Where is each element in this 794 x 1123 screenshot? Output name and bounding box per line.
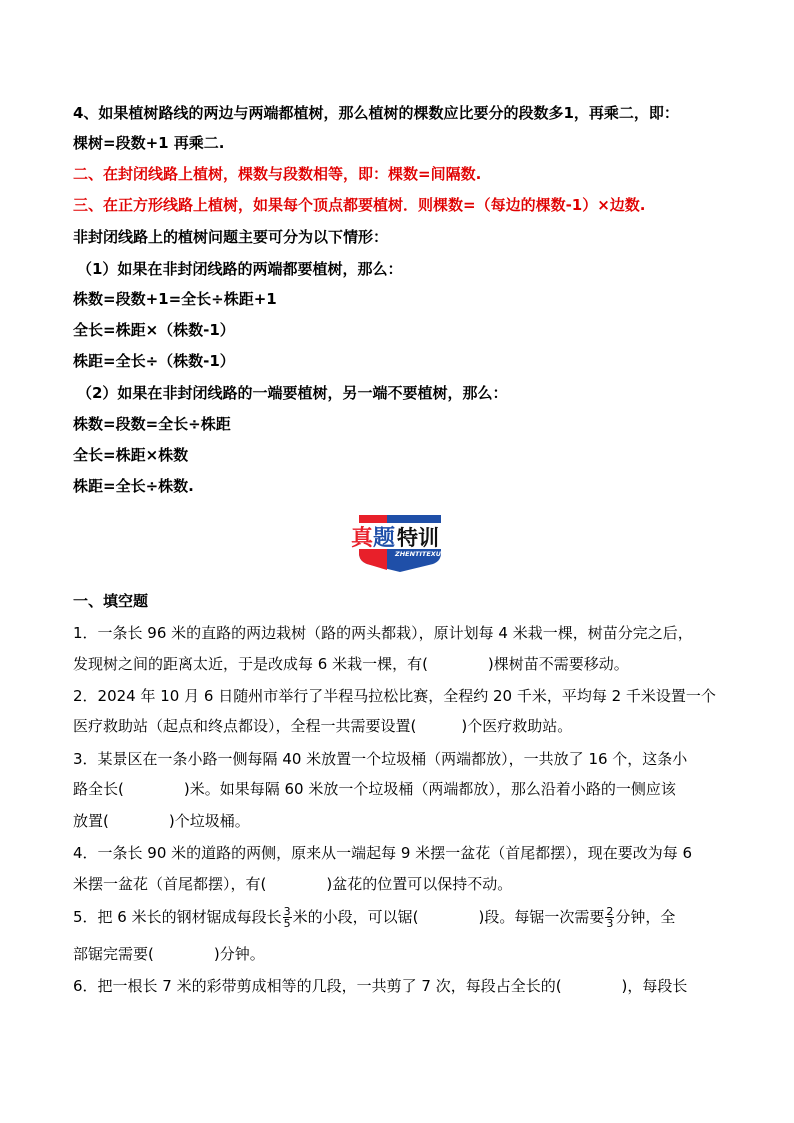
section-title: 一、填空题 xyxy=(73,592,149,610)
intro-line: 非封闭线路上的植树问题主要可分为以下情形： xyxy=(73,228,389,246)
question-6-line-1: 6．把一根长 7 米的彩带剪成相等的几段，一共剪了 7 次，每段占全长的( )，每段长 xyxy=(73,977,688,995)
zhenti-texun-logo xyxy=(345,509,451,573)
case-1-formula-2: 全长=株距×（株数-1） xyxy=(73,321,235,339)
rule-closed-line: 二、在封闭线路上植树，棵数与段数相等，即：棵数=间隔数. xyxy=(73,165,482,183)
question-3-line-3: 放置( )个垃圾桶。 xyxy=(73,812,250,830)
question-5-line-2: 部锯完需要( )分钟。 xyxy=(73,945,265,963)
fraction-numerator: 2 xyxy=(606,905,614,918)
question-4-line-1: 4．一条长 90 米的道路的两侧，原来从一端起每 9 米摆一盆花（首尾都摆），现在要改为每 6 xyxy=(73,844,693,862)
logo-subtitle: ZHENTITEXUN xyxy=(395,550,447,558)
case-1-formula-1: 株数=段数+1=全长÷株距+1 xyxy=(73,290,277,308)
question-5-text-3: 分钟，全 xyxy=(615,908,676,926)
logo-char-3: 特训 xyxy=(397,526,439,550)
question-3-line-1: 3．某景区在一条小路一侧每隔 40 米放置一个垃圾桶（两端都放），一共放了 16 个，这条小 xyxy=(73,750,688,768)
fraction-denominator: 3 xyxy=(606,917,614,930)
case-2-formula-2: 全长=株距×株数 xyxy=(73,446,189,464)
rule-square-line: 三、在正方形线路上植树，如果每个顶点都要植树．则棵数=（每边的棵数-1）×边数. xyxy=(73,196,646,214)
rule-4-line-2: 棵树=段数+1 再乘二. xyxy=(73,134,225,152)
case-1-heading: （1）如果在非封闭线路的两端都要植树，那么： xyxy=(77,260,403,278)
case-2-formula-1: 株数=段数=全长÷株距 xyxy=(73,415,231,433)
logo-char-1: 真 xyxy=(351,526,374,551)
question-1-line-1: 1．一条长 96 米的直路的两边栽树（路的两头都栽），原计划每 4 米栽一棵，树苗分完之后， xyxy=(73,624,693,642)
rule-4-line-1: 4、如果植树路线的两边与两端都植树，那么植树的棵数应比要分的段数多1，再乘二，即： xyxy=(73,104,679,122)
fraction-denominator: 5 xyxy=(283,917,291,930)
question-5-text-1: 5．把 6 米长的钢材锯成每段长 xyxy=(73,908,282,926)
question-3-line-2: 路全长( )米。如果每隔 60 米放一个垃圾桶（两端都放），那么沿着小路的一侧应该 xyxy=(73,780,676,798)
question-4-line-2: 米摆一盆花（首尾都摆），有( )盆花的位置可以保持不动。 xyxy=(73,875,513,893)
fraction-three-fifths xyxy=(283,906,292,929)
logo-char-2: 题 xyxy=(373,526,396,551)
question-5-line-1 xyxy=(73,906,675,929)
fraction-numerator: 3 xyxy=(283,905,291,918)
question-5-text-2: 米的小段，可以锯( )段。每锯一次需要 xyxy=(292,908,605,926)
case-2-heading: （2）如果在非封闭线路的一端要植树，另一端不要植树，那么： xyxy=(77,384,508,402)
case-2-formula-3: 株距=全长÷株数. xyxy=(73,477,194,495)
case-1-formula-3: 株距=全长÷（株数-1） xyxy=(73,352,235,370)
question-1-line-2: 发现树之间的距离太近，于是改成每 6 米栽一棵，有( )棵树苗不需要移动。 xyxy=(73,655,629,673)
question-2-line-2: 医疗救助站（起点和终点都设），全程一共需要设置( )个医疗救助站。 xyxy=(73,717,573,735)
fraction-two-thirds xyxy=(605,906,614,929)
question-2-line-1: 2．2024 年 10 月 6 日随州市举行了半程马拉松比赛，全程约 20 千米，平均每 2 千米设置一个 xyxy=(73,687,716,705)
